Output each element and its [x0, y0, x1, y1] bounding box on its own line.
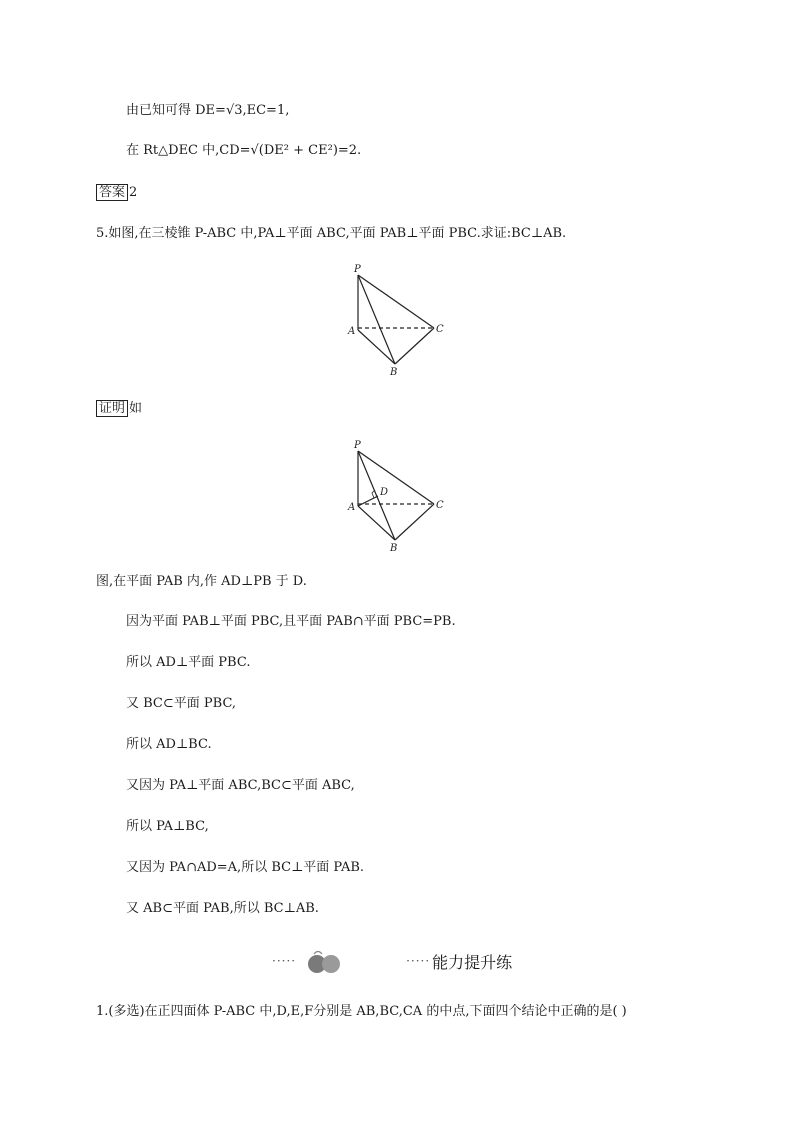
label-c: C [436, 324, 444, 335]
question-5-text: 5.如图,在三棱锥 P-ABC 中,PA⊥平面 ABC,平面 PAB⊥平面 PBC.求证:BC⊥AB. [96, 226, 567, 241]
proof-row [96, 400, 142, 417]
given-text: 由已知可得 DE=√3,EC=1, [126, 103, 290, 118]
edge-bc [395, 504, 434, 540]
proof-line-1-text: 图,在平面 PAB 内,作 AD⊥PB 于 D. [96, 574, 307, 589]
section-dots-left: ····· [272, 954, 297, 968]
question-1-text: 1.(多选)在正四面体 P-ABC 中,D,E,F分别是 AB,BC,CA 的中点,下面四个结论中正确的是( ) [96, 1004, 627, 1019]
tetrahedron-figure-1 [340, 262, 450, 377]
question-5 [96, 226, 566, 242]
label-d: D [380, 487, 389, 498]
edge-bc [395, 328, 434, 364]
given-line [126, 103, 289, 119]
proof-line-5-text: 所以 AD⊥BC. [126, 737, 212, 752]
proof-line-7-text: 所以 PA⊥BC, [126, 819, 209, 834]
section-header [272, 946, 512, 976]
proof-line-9-text: 又 AB⊂平面 PAB,所以 BC⊥AB. [126, 901, 319, 916]
proof-line-3-text: 所以 AD⊥平面 PBC. [126, 655, 251, 670]
proof-line-8 [126, 860, 364, 876]
proof-line-7 [126, 819, 209, 835]
label-p: P [354, 264, 361, 275]
label-c: C [436, 500, 444, 511]
proof-line-6 [126, 778, 355, 794]
proof-line-4 [126, 696, 236, 712]
tetrahedron-figure-2 [340, 438, 450, 553]
label-p: P [354, 440, 361, 451]
section-dots-right: ····· [406, 954, 431, 968]
answer-value: 2 [129, 185, 138, 200]
proof-label: 证明 [96, 400, 128, 417]
label-b: B [390, 367, 398, 377]
label-b: B [390, 543, 398, 553]
answer-label: 答案 [96, 184, 128, 201]
answer-row [96, 184, 137, 201]
label-a: A [348, 502, 356, 513]
edge-ab [358, 330, 395, 364]
proof-line-1 [96, 574, 307, 590]
proof-line-8-text: 又因为 PA∩AD=A,所以 BC⊥平面 PAB. [126, 860, 365, 875]
rt-triangle-text: 在 Rt△DEC 中,CD=√(DE² + CE²)=2. [126, 143, 362, 158]
proof-line-6-text: 又因为 PA⊥平面 ABC,BC⊂平面 ABC, [126, 778, 355, 793]
question-1 [96, 1004, 627, 1020]
proof-line-4-text: 又 BC⊂平面 PBC, [126, 696, 237, 711]
section-badge-icon [300, 948, 350, 974]
label-a: A [348, 326, 356, 337]
proof-line-2-text: 因为平面 PAB⊥平面 PBC,且平面 PAB∩平面 PBC=PB. [126, 614, 456, 629]
proof-start: 如 [129, 401, 143, 416]
proof-line-9 [126, 901, 319, 917]
edge-ab [358, 506, 395, 540]
proof-line-5 [126, 737, 212, 753]
proof-line-3 [126, 655, 250, 671]
rt-triangle-line [126, 143, 361, 159]
proof-line-2 [126, 614, 456, 630]
section-title: 能力提升练 [432, 952, 513, 972]
